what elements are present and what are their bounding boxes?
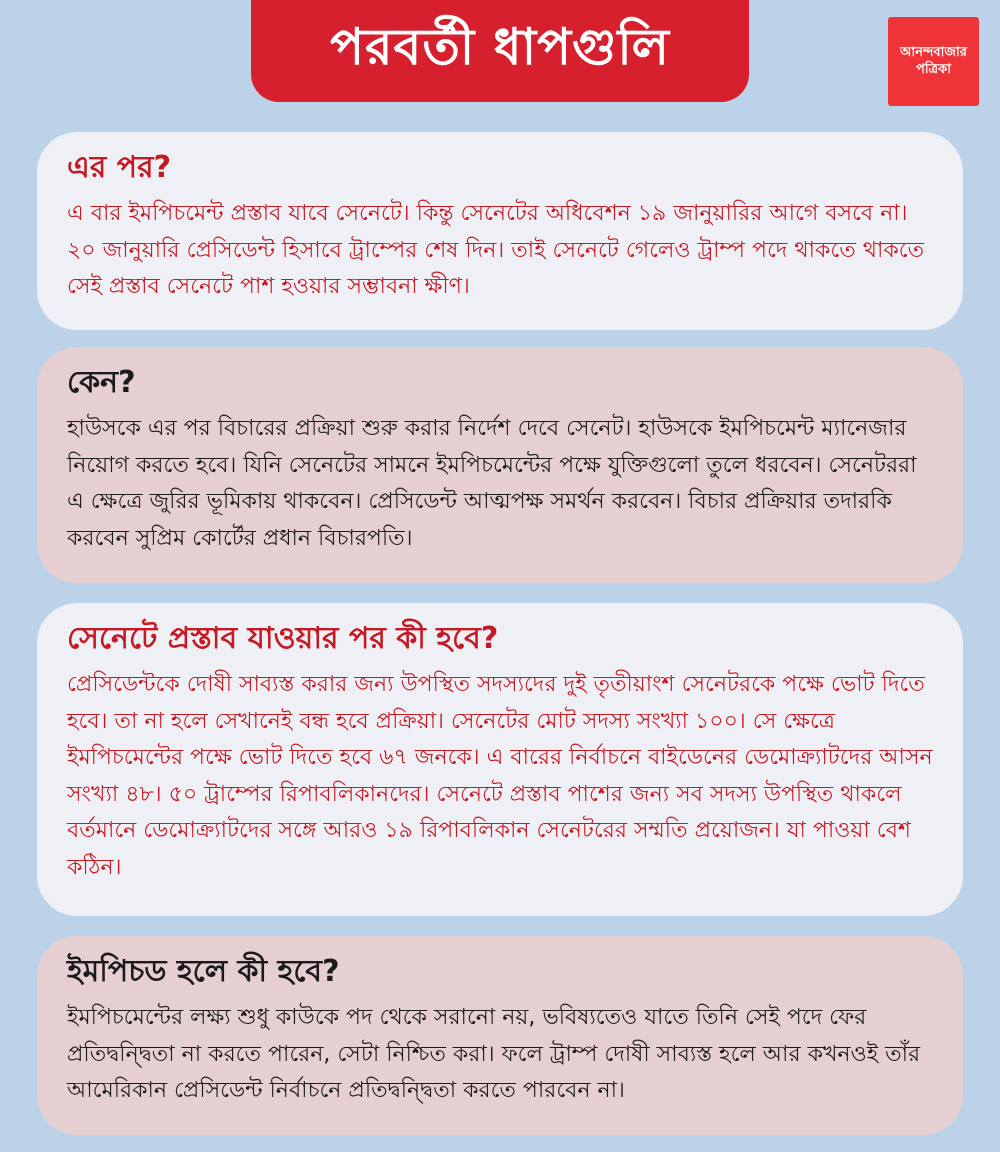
title-banner — [251, 0, 749, 102]
section-card-impeached — [37, 936, 963, 1135]
section-body: প্রেসিডেন্টকে দোষী সাব্যস্ত করার জন্য উপস্থিত সদস্যদের দুই তৃতীয়াংশ সেনেটরকে পক্ষে ভোট দিতে হবে। তা না হলে সেখানেই বন্ধ হবে প্রক্রিয়া। সেনেটের মোট সদস্য সংখ্যা ১০০। সে ক্ষেত্রে ইমপিচমেন্টের পক্ষে ভোট দিতে হবে ৬৭ জনকে। এ বারের নির্বাচনে বাইডেনের ডেমোক্র্যাটদের আসন সংখ্যা ৪৮। ৫০ ট্রাম্পের রিপাবলিকানদের। সেনেটে প্রস্তাব পাশের জন্য সব সদস্য উপস্থিত থাকলে বর্তমানে ডেমোক্র্যাটদের সঙ্গে আরও ১৯ রিপাবলিকান সেনেটরের সম্মতি প্রয়োজন। যা পাওয়া বেশ কঠিন। — [67, 672, 933, 880]
publisher-logo — [888, 17, 979, 106]
section-card-senate — [37, 603, 963, 916]
section-heading: ইমপিচড হলে কী হবে? — [67, 954, 340, 989]
section-body: হাউসকে এর পর বিচারের প্রক্রিয়া শুরু করার নির্দেশ দেবে সেনেট। হাউসকে ইমপিচমেন্ট ম্যানেজার নিয়োগ করতে হবে। যিনি সেনেটের সামনে ইমপিচমেন্টের পক্ষে যুক্তিগুলো তুলে ধরবেন। সেনেটররা এ ক্ষেত্রে জুরির ভূমিকায় থাকবেন। প্রেসিডেন্ট আত্মপক্ষ সমর্থন করবেন। বিচার প্রক্রিয়ার তদারকি করবেন সুপ্রিম কোর্টের প্রধান বিচারপতি। — [67, 416, 917, 551]
section-body: এ বার ইমপিচমেন্ট প্রস্তাব যাবে সেনেটে। কিন্তু সেনেটের অধিবেশন ১৯ জানুয়ারির আগে বসবে না। ২০ জানুয়ারি প্রেসিডেন্ট হিসাবে ট্রাম্পের শেষ দিন। তাই সেনেটে গেলেও ট্রাম্প পদে থাকতে থাকতে সেই প্রস্তাব সেনেটে পাশ হওয়ার সম্ভাবনা ক্ষীণ। — [67, 201, 925, 299]
section-heading: সেনেটে প্রস্তাব যাওয়ার পর কী হবে? — [67, 621, 499, 656]
logo-line-1: আনন্দবাজার — [900, 45, 967, 61]
section-heading: এর পর? — [67, 150, 172, 185]
section-heading: কেন? — [67, 365, 136, 400]
page-title: পরবর্তী ধাপগুলি — [330, 17, 670, 76]
section-body: ইমপিচমেন্টের লক্ষ্য শুধু কাউকে পদ থেকে সরানো নয়, ভবিষ্যতেও যাতে তিনি সেই পদে ফের প্রতিদ্বন্দ্বিতা না করতে পারেন, সেটা নিশ্চিত করা। ফলে ট্রাম্প দোষী সাব্যস্ত হলে আর কখনওই তাঁর আমেরিকান প্রেসিডেন্ট নির্বাচনে প্রতিদ্বন্দ্বিতা করতে পারবেন না। — [67, 1005, 921, 1103]
section-card-next — [37, 132, 963, 330]
section-card-why — [37, 347, 963, 583]
logo-line-2: পত্রিকা — [916, 61, 951, 77]
